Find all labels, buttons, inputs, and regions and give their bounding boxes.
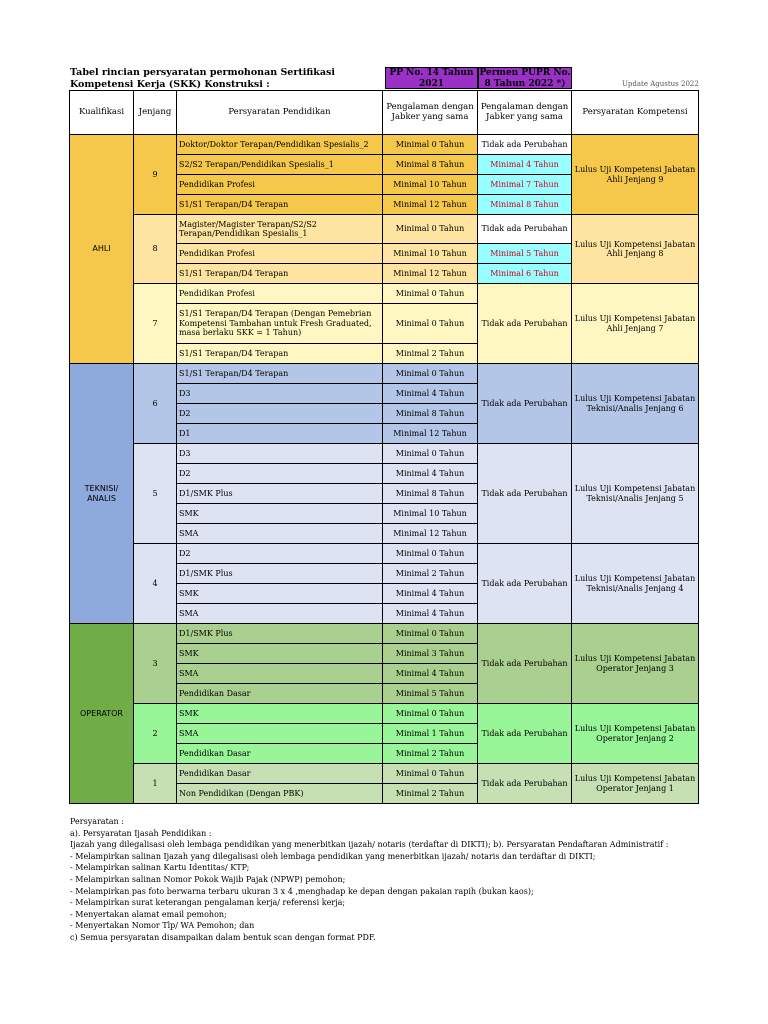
kompetensi-cell: Lulus Uji Kompetensi Jabatan Teknisi/Analis Jenjang 4 [572, 544, 699, 624]
pendidikan-cell: Doktor/Doktor Terapan/Pendidikan Spesialis_2 [177, 135, 383, 155]
pengalaman-pp-cell: Minimal 4 Tahun [383, 604, 478, 624]
jenjang-cell: 1 [134, 764, 177, 804]
pendidikan-cell: SMA [177, 664, 383, 684]
kompetensi-cell: Lulus Uji Kompetensi Jabatan Teknisi/Analis Jenjang 6 [572, 364, 699, 444]
pendidikan-cell: D2 [177, 544, 383, 564]
kompetensi-cell: Lulus Uji Kompetensi Jabatan Operator Jenjang 1 [572, 764, 699, 804]
update-label: Update Agustus 2022 [622, 80, 699, 88]
pengalaman-pp-cell: Minimal 2 Tahun [383, 784, 478, 804]
pengalaman-permen-cell: Minimal 6 Tahun [478, 264, 572, 284]
permen-box: Permen PUPR No. 8 Tahun 2022 *) [479, 68, 571, 89]
jenjang-cell: 3 [134, 624, 177, 704]
pendidikan-cell: S1/S1 Terapan/D4 Terapan (Dengan Pemebrian Kompetensi Tambahan untuk Fresh Graduated, masa berlaku SKK = 1 Tahun) [177, 304, 383, 344]
kompetensi-cell: Lulus Uji Kompetensi Jabatan Ahli Jenjang 9 [572, 135, 699, 215]
pengalaman-permen-cell: Minimal 4 Tahun [478, 155, 572, 175]
pendidikan-cell: D1 [177, 424, 383, 444]
jenjang-cell: 2 [134, 704, 177, 764]
pendidikan-cell: D1/SMK Plus [177, 484, 383, 504]
pendidikan-cell: D3 [177, 384, 383, 404]
note-line: a). Persyaratan Ijasah Pendidikan : [70, 828, 212, 838]
pengalaman-pp-cell: Minimal 10 Tahun [383, 175, 478, 195]
pengalaman-pp-cell: Minimal 0 Tahun [383, 624, 478, 644]
pengalaman-pp-cell: Minimal 4 Tahun [383, 384, 478, 404]
table-row [70, 764, 699, 784]
pendidikan-cell: Pendidikan Dasar [177, 744, 383, 764]
pendidikan-cell: Pendidikan Dasar [177, 684, 383, 704]
pengalaman-pp-cell: Minimal 12 Tahun [383, 195, 478, 215]
pengalaman-pp-cell: Minimal 8 Tahun [383, 404, 478, 424]
pp-box: PP No. 14 Tahun 2021 [385, 67, 478, 89]
pendidikan-cell: Pendidikan Dasar [177, 764, 383, 784]
pendidikan-cell: SMK [177, 584, 383, 604]
pengalaman-pp-cell: Minimal 10 Tahun [383, 244, 478, 264]
pengalaman-permen-cell: Tidak ada Perubahan [478, 704, 572, 764]
kompetensi-cell: Lulus Uji Kompetensi Jabatan Ahli Jenjang 8 [572, 215, 699, 284]
pendidikan-cell: SMK [177, 704, 383, 724]
note-line: c) Semua persyaratan disampaikan dalam bentuk scan dengan format PDF. [70, 932, 376, 942]
pendidikan-cell: Pendidikan Profesi [177, 175, 383, 195]
pengalaman-pp-cell: Minimal 0 Tahun [383, 764, 478, 784]
pengalaman-pp-cell: Minimal 3 Tahun [383, 644, 478, 664]
header-jenjang: Jenjang [134, 91, 177, 135]
pengalaman-pp-cell: Minimal 0 Tahun [383, 284, 478, 304]
table-row [70, 364, 699, 384]
note-line: - Menyertakan Nomor Tlp/ WA Pemohon; dan [70, 921, 255, 931]
kompetensi-cell: Lulus Uji Kompetensi Jabatan Operator Jenjang 2 [572, 704, 699, 764]
pengalaman-pp-cell: Minimal 10 Tahun [383, 504, 478, 524]
table-row [70, 544, 699, 564]
kualifikasi-teknisi: TEKNISI/ ANALIS [70, 364, 134, 624]
jenjang-cell: 8 [134, 215, 177, 284]
pendidikan-cell: S1/S1 Terapan/D4 Terapan [177, 195, 383, 215]
pengalaman-pp-cell: Minimal 0 Tahun [383, 544, 478, 564]
header-pengalaman-pp: Pengalaman dengan Jabker yang sama [383, 91, 478, 135]
pengalaman-permen-cell: Tidak ada Perubahan [478, 544, 572, 624]
pengalaman-permen-cell: Minimal 5 Tahun [478, 244, 572, 264]
pengalaman-permen-cell: Tidak ada Perubahan [478, 284, 572, 364]
table-row [70, 284, 699, 304]
pengalaman-pp-cell: Minimal 12 Tahun [383, 524, 478, 544]
pengalaman-pp-cell: Minimal 5 Tahun [383, 684, 478, 704]
pendidikan-cell: S1/S1 Terapan/D4 Terapan [177, 264, 383, 284]
pengalaman-permen-cell: Tidak ada Perubahan [478, 444, 572, 544]
kompetensi-cell: Lulus Uji Kompetensi Jabatan Ahli Jenjang 7 [572, 284, 699, 364]
requirements-table [69, 90, 699, 804]
pengalaman-pp-cell: Minimal 4 Tahun [383, 664, 478, 684]
pengalaman-pp-cell: Minimal 12 Tahun [383, 424, 478, 444]
note-line: Ijazah yang dilegalisasi oleh lembaga pendidikan yang menerbitkan ijazah/ notaris (terdaftar di DIKTI); b). Persyaratan Pendaftaran Administratif : [70, 840, 669, 850]
pendidikan-cell: S2/S2 Terapan/Pendidikan Spesialis_1 [177, 155, 383, 175]
pengalaman-pp-cell: Minimal 0 Tahun [383, 704, 478, 724]
pengalaman-permen-cell: Tidak ada Perubahan [478, 624, 572, 704]
table-title: Tabel rincian persyaratan permohonan Sertifikasi Kompetensi Kerja (SKK) Konstruksi : [70, 67, 335, 90]
kompetensi-cell: Lulus Uji Kompetensi Jabatan Teknisi/Analis Jenjang 5 [572, 444, 699, 544]
note-line: - Melampirkan salinan Ijazah yang dilegalisasi oleh lembaga pendidikan yang menerbitkan ijazah/ notaris dan terdaftar di DIKTI; [70, 851, 596, 861]
note-line: Persyaratan : [70, 817, 124, 826]
kualifikasi-operator: OPERATOR [70, 624, 134, 804]
pendidikan-cell: S1/S1 Terapan/D4 Terapan [177, 344, 383, 364]
jenjang-cell: 4 [134, 544, 177, 624]
table-row [70, 624, 699, 644]
pendidikan-cell: SMA [177, 524, 383, 544]
pengalaman-permen-cell: Tidak ada Perubahan [478, 135, 572, 155]
pengalaman-pp-cell: Minimal 0 Tahun [383, 215, 478, 244]
pengalaman-pp-cell: Minimal 0 Tahun [383, 135, 478, 155]
pengalaman-permen-cell: Tidak ada Perubahan [478, 364, 572, 444]
pengalaman-pp-cell: Minimal 2 Tahun [383, 344, 478, 364]
pendidikan-cell: Pendidikan Profesi [177, 244, 383, 264]
pendidikan-cell: Pendidikan Profesi [177, 284, 383, 304]
jenjang-cell: 5 [134, 444, 177, 544]
note-line: - Melampirkan surat keterangan pengalaman kerja/ referensi kerja; [70, 898, 346, 908]
pendidikan-cell: SMK [177, 644, 383, 664]
header-pengalaman-permen: Pengalaman dengan Jabker yang sama [478, 91, 572, 135]
note-line: - Melampirkan pas foto berwarna terbaru ukuran 3 x 4 ,menghadap ke depan dengan pakaian rapih (bukan kaos); [70, 886, 534, 896]
pengalaman-pp-cell: Minimal 0 Tahun [383, 364, 478, 384]
note-line: - Menyertakan alamat email pemohon; [70, 909, 227, 919]
pengalaman-pp-cell: Minimal 8 Tahun [383, 484, 478, 504]
pendidikan-cell: D2 [177, 464, 383, 484]
jenjang-cell: 7 [134, 284, 177, 364]
header-kompetensi: Persyaratan Kompetensi [572, 91, 699, 135]
pengalaman-pp-cell: Minimal 2 Tahun [383, 564, 478, 584]
pengalaman-pp-cell: Minimal 12 Tahun [383, 264, 478, 284]
kompetensi-cell: Lulus Uji Kompetensi Jabatan Operator Jenjang 3 [572, 624, 699, 704]
table-row [70, 135, 699, 155]
pengalaman-pp-cell: Minimal 1 Tahun [383, 724, 478, 744]
note-line: - Melampirkan salinan Nomor Pokok Wajib Pajak (NPWP) pemohon; [70, 874, 346, 884]
pendidikan-cell: Non Pendidikan (Dengan PBK) [177, 784, 383, 804]
pengalaman-pp-cell: Minimal 2 Tahun [383, 744, 478, 764]
note-line: - Melampirkan salinan Kartu Identitas/ KTP; [70, 863, 250, 873]
table-row [70, 444, 699, 464]
pendidikan-cell: D1/SMK Plus [177, 624, 383, 644]
table-row [70, 704, 699, 724]
pengalaman-pp-cell: Minimal 0 Tahun [383, 304, 478, 344]
pendidikan-cell: D1/SMK Plus [177, 564, 383, 584]
pendidikan-cell: D3 [177, 444, 383, 464]
pendidikan-cell: Magister/Magister Terapan/S2/S2 Terapan/Pendidikan Spesialis_1 [177, 215, 383, 244]
table-row [70, 215, 699, 244]
pengalaman-permen-cell: Minimal 7 Tahun [478, 175, 572, 195]
header-kualifikasi: Kualifikasi [70, 91, 134, 135]
pendidikan-cell: SMK [177, 504, 383, 524]
pengalaman-pp-cell: Minimal 8 Tahun [383, 155, 478, 175]
pengalaman-permen-cell: Tidak ada Perubahan [478, 215, 572, 244]
pengalaman-pp-cell: Minimal 4 Tahun [383, 584, 478, 604]
pendidikan-cell: SMA [177, 724, 383, 744]
pendidikan-cell: D2 [177, 404, 383, 424]
header-row [70, 91, 699, 135]
pengalaman-pp-cell: Minimal 0 Tahun [383, 444, 478, 464]
header-pendidikan: Persyaratan Pendidikan [177, 91, 383, 135]
pengalaman-pp-cell: Minimal 4 Tahun [383, 464, 478, 484]
pengalaman-permen-cell: Tidak ada Perubahan [478, 764, 572, 804]
kualifikasi-ahli: AHLI [70, 135, 134, 364]
notes-section [70, 816, 710, 944]
pendidikan-cell: SMA [177, 604, 383, 624]
pengalaman-permen-cell: Minimal 8 Tahun [478, 195, 572, 215]
jenjang-cell: 6 [134, 364, 177, 444]
jenjang-cell: 9 [134, 135, 177, 215]
pendidikan-cell: S1/S1 Terapan/D4 Terapan [177, 364, 383, 384]
